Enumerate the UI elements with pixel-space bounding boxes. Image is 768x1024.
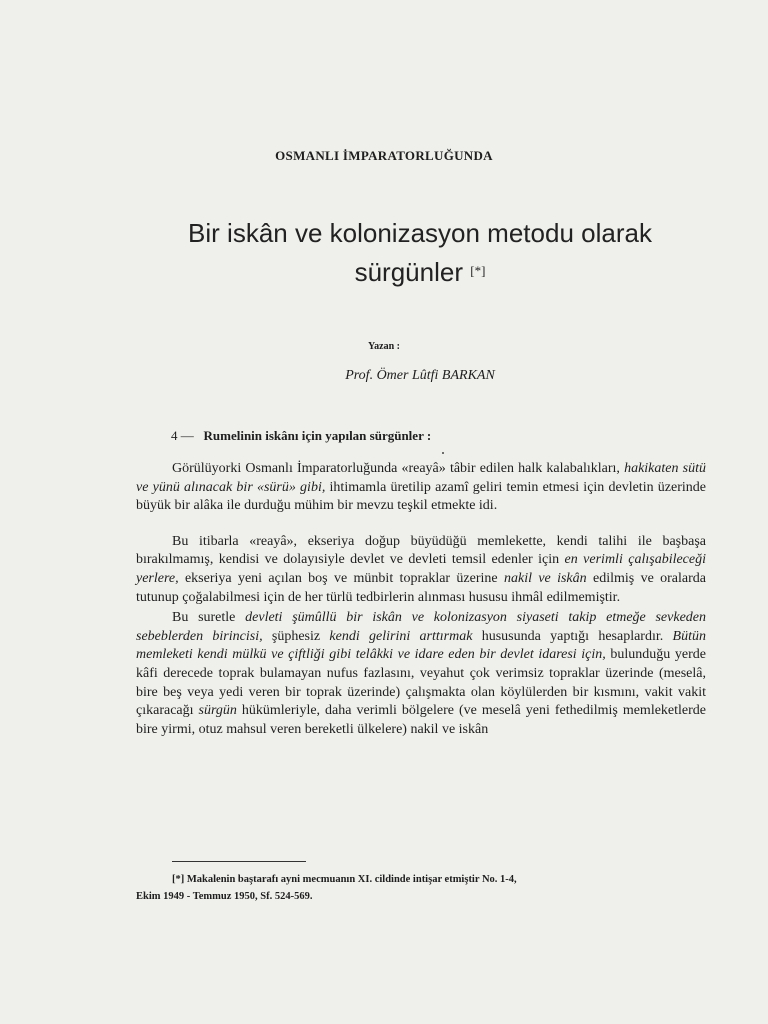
paragraph-3 (136, 609, 706, 739)
paragraph-3-text-end: hükümleriyle, daha verimli bölgelere (ve meselâ yeni fethedilmiş memleketlerde bire yirmi, otuz mahsul veren bereketli ülkelere) nakil ve iskân (136, 703, 707, 737)
article-title (100, 214, 740, 291)
paragraph-3-emphasis-3: Bütün memleketi kendi mülkü ve çiftliği gibi telâkki ve idare eden bir devlet idaresi için, (136, 628, 706, 663)
paragraph-3-text-4: bulunduğu yerde kâfi derecede toprak bulamayan nufus fazlasını, veyahut çok verimsiz topraklar üzerinde (meselâ, bire beş veya yedi veren bir toprak üzerinde) çalışmakta olan köylülerden bir kısmını, vakit vakit çıkaracağı (136, 647, 706, 719)
paragraph-1-text: Görülüyorki Osmanlı İmparatorluğunda «reayâ» tâbir edilen halk kalabalıkları, (172, 461, 625, 476)
author-name: Prof. Ömer Lûtfi BARKAN (345, 368, 495, 383)
running-header: OSMANLI İMPARATORLUĞUNDA (275, 148, 493, 163)
paragraph-3-text-3: hususunda yaptığı hesaplardır. (472, 628, 673, 644)
paragraph-3-emphasis-4: sürgün (198, 703, 237, 719)
title-line-2 (100, 252, 740, 291)
paragraph-3-text: Bu suretle (172, 610, 246, 626)
paragraph-2-text-end: edilmiş ve oralarda tutunup çoğalabilmesi için de her türlü tedbirlerin alınması hususu ihmâl edilmemiştir. (136, 570, 706, 605)
paragraph-2-text-mid: ekseriya yeni açılan boş ve münbit topraklar üzerine (178, 570, 504, 586)
paragraph-3-emphasis-1: devleti şümûllü bir iskân ve kolonizasyon siyaseti takip etmeğe sevkeden sebeblerden birincisi, (136, 610, 707, 644)
footnote-line-2: Ekim 1949 - Temmuz 1950, Sf. 524-569. (136, 891, 313, 902)
footnote-divider (172, 861, 306, 862)
footnote (136, 871, 706, 905)
footnote-line-1-text: [*] Makalenin baştarafı ayni mecmuanın XI. cildinde intişar etmiştir No. 1-4, (172, 874, 517, 885)
article-body (136, 460, 706, 739)
paragraph-2-emphasis-1: en verimli çalışabileceği yerlere, (136, 552, 706, 586)
title-footnote-mark: [*] (470, 263, 486, 278)
paragraph-3-text-2: şüphesiz (262, 628, 330, 644)
paragraph-2 (136, 533, 706, 607)
paragraph-1-emphasis: hakikaten sütü ve yünü alınacak bir «sürü» gibi, (136, 461, 706, 495)
footnote-line-1 (136, 871, 706, 888)
title-line-2-text: sürgünler (354, 257, 463, 287)
paragraph-2-text: Bu itibarla «reayâ», ekseriya doğup büyüdüğü memlekette, kendi talihi ile başbaşa bırakılmamış, kendisi ve dolayısiyle devlet ve devleti temsil edenler için (136, 533, 706, 568)
paragraph-3-emphasis-2: kendi gelirini arttırmak (329, 628, 473, 644)
section-number: 4 — (171, 428, 194, 443)
byline-label: Yazan : (368, 341, 400, 352)
section-heading (171, 428, 431, 444)
paragraph-2-emphasis-2: nakil ve iskân (503, 570, 587, 586)
paragraph-1-text-end: ihtimamla üretilip azamî geliri temin etmesi için devletin üzerinde büyük bir alâka ile durduğu mühim bir mevzu teşkil etmekte idi. (136, 479, 706, 514)
print-speck (442, 452, 444, 454)
title-line-1: Bir iskân ve kolonizasyon metodu olarak (188, 218, 652, 248)
section-title: Rumelinin iskânı için yapılan sürgünler : (203, 428, 432, 443)
paragraph-1 (136, 460, 706, 516)
